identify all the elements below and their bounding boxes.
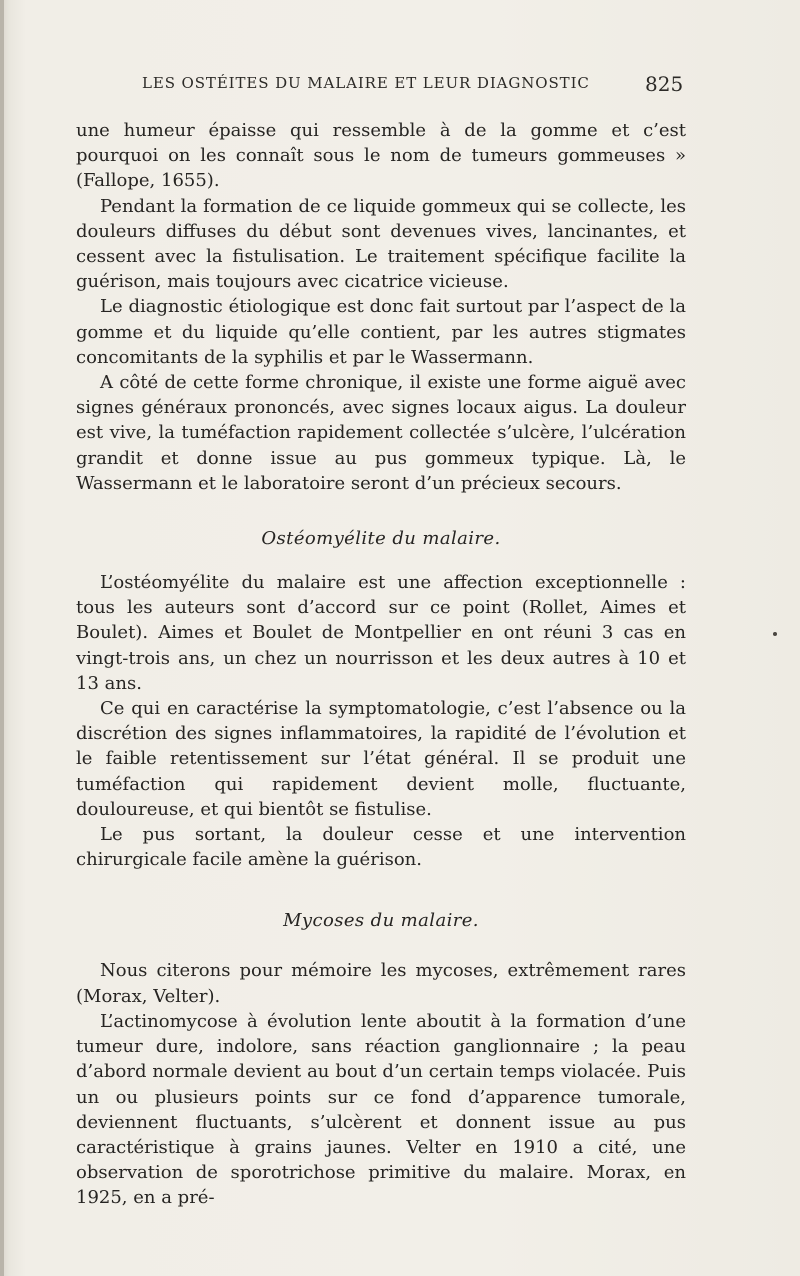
paragraph: Pendant la formation de ce liquide gommeux qui se collecte, les douleurs diffuses du début sont devenues vives, lancinantes, et cessent avec la fistulisation. Le traitement spécifique facilite la guérison, mais toujours avec cicatrice vicieuse.: [76, 195, 686, 293]
section-spacer: [76, 554, 686, 570]
paragraph: A côté de cette forme chronique, il existe une forme aiguë avec signes généraux prononcés, avec signes locaux aigus. La douleur est vive, la tuméfaction rapidement collectée s’ulcère, l’ulcération grandit et donne issue au pus gommeux typique. Là, le Wassermann et le laboratoire seront d’un précieux secours.: [76, 372, 686, 494]
paragraph: Nous citerons pour mémoire les mycoses, extrêmement rares (Morax, Velter).: [76, 960, 686, 1007]
paragraph: Le diagnostic étiologique est donc fait surtout par l’aspect de la gomme et du liquide qu’elle contient, par les autres stigmates concomitants de la syphilis et par le Wassermann.: [76, 296, 686, 368]
paragraph: Le pus sortant, la douleur cesse et une intervention chirurgicale facile amène la guérison.: [76, 824, 686, 871]
section-title-mycoses: Mycoses du malaire.: [283, 910, 479, 932]
running-header: LES OSTÉITES DU MALAIRE ET LEUR DIAGNOSTIC: [142, 74, 590, 92]
ink-speck: [773, 632, 777, 636]
paragraph: une humeur épaisse qui ressemble à de la gomme et c’est pourquoi on les connaît sous le nom de tumeurs gommeuses » (Fallope, 1655).: [76, 120, 686, 192]
section-title-osteomyelite: Ostéomyélite du malaire.: [261, 528, 501, 550]
page-spine-shadow: [0, 0, 4, 1276]
section-spacer: [76, 936, 686, 958]
section-spacer: [76, 496, 686, 524]
paragraph: Ce qui en caractérise la symptomatologie, c’est l’absence ou la discrétion des signes inflammatoires, la rapidité de l’évolution et le faible retentissement sur l’état général. Il se produit une tuméfaction qui rapidement devient molle, fluctuante, douloureuse, et qui bientôt se fistulise.: [76, 698, 686, 820]
body-text: [76, 118, 686, 1211]
page-number: 825: [645, 72, 684, 96]
paragraph: L’actinomycose à évolution lente aboutit à la formation d’une tumeur dure, indolore, sans réaction ganglionnaire ; la peau d’abord normale devient au bout d’un certain temps violacée. Puis un ou plusieurs points sur ce fond d’apparence tumorale, deviennent fluctuants, s’ulcèrent et donnent issue au pus caractéristique à grains jaunes. Velter en 1910 a cité, une observation de sporotrichose primitive du malaire. Morax, en 1925, en a pré-: [76, 1010, 686, 1209]
section-spacer: [76, 872, 686, 906]
paragraph: L’ostéomyélite du malaire est une affection exceptionnelle : tous les auteurs sont d’accord sur ce point (Rollet, Aimes et Boulet). Aimes et Boulet de Montpellier en ont réuni 3 cas en vingt-trois ans, un chez un nourrisson et les deux autres à 10 et 13 ans.: [76, 572, 686, 694]
